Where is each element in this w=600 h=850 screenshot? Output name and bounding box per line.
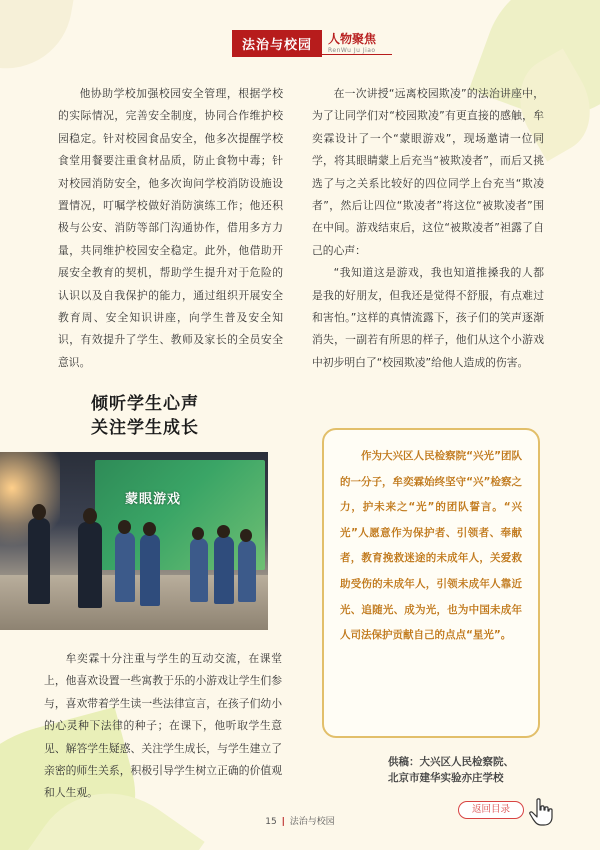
footer-magazine-name: 法治与校园 xyxy=(289,817,335,827)
column-subtitle: RenWu Ju Jiao xyxy=(328,47,376,54)
article-credit xyxy=(388,754,548,786)
back-to-contents-button[interactable]: 返回目录 xyxy=(458,801,524,819)
credit-line: 供稿：大兴区人民检察院、 xyxy=(388,756,514,768)
person-silhouette xyxy=(238,540,256,602)
article-paragraph: 他协助学校加强校园安全管理，根据学校的实际情况，完善安全制度，协同合作维护校园稳定。针对校园食品安全，他多次提醒学校食堂用餐要注重食材品质，防止食物中毒；针对校园消防安全，他多次询问学校消防设施设置情况，叮嘱学校做好消防演练工作；他还积极与公安、消防等部门沟通协作，借用多方力量，共同维护校园安全稳定。此外，他借助开展安全教育的契机，帮助学生提升对于危险的认识以及自我保护的能力，通过组织开展安全教育周、安全知识讲座，向学生普及安全知识，有效提升了学生、教师及家长的全员安全意识。 xyxy=(58,87,283,369)
person-head xyxy=(32,504,46,520)
hand-pointer-icon[interactable] xyxy=(528,797,554,827)
person-silhouette xyxy=(190,538,208,602)
header-column-title xyxy=(328,33,376,54)
person-silhouette xyxy=(140,534,160,606)
person-head xyxy=(83,508,97,524)
person-head xyxy=(143,522,156,536)
screen-text: 蒙眼游戏 xyxy=(125,492,182,507)
person-silhouette xyxy=(115,532,135,602)
person-head xyxy=(192,527,204,540)
event-photo xyxy=(0,452,268,630)
person-head xyxy=(217,525,230,538)
column-title: 人物聚焦 xyxy=(328,32,377,46)
header-tag: 法治与校园 xyxy=(232,30,322,57)
person-head xyxy=(240,529,252,542)
person-silhouette xyxy=(28,518,50,604)
header-divider xyxy=(232,54,392,55)
article-paragraph: “我知道这是游戏，我也知道推搡我的人都是我的好朋友，但我还是觉得不舒服，有点难过和害怕。”这样的真情流露下，孩子们的笑声逐渐消失，一副若有所思的样子，他们从这个小游戏中初步明白了“校园欺凌”给他人造成的伤害。 xyxy=(312,266,544,369)
section-heading-line: 关注学生成长 xyxy=(91,418,199,438)
person-silhouette xyxy=(78,522,102,608)
quote-text: 作为大兴区人民检察院“兴光”团队的一分子，牟奕霖始终坚守“兴”检察之力，护未来之“光”的团队誓言。“兴光”人愿意作为保护者、引领者、奉献者，教育挽救迷途的未成年人，关爱救助受伤的未成年人，引领未成年人靠近光、追随光、成为光，也为中国未成年人司法保护贡献自己的点点“星光”。 xyxy=(340,450,522,642)
article-column-right xyxy=(312,83,544,374)
page-header xyxy=(232,30,376,57)
quote-box xyxy=(322,428,540,738)
footer-separator: | xyxy=(281,817,285,827)
decorative-leaf xyxy=(0,0,79,79)
article-paragraph: 在一次讲授“远离校园欺凌”的法治讲座中，为了让同学们对“校园欺凌”有更直接的感触，牟奕霖设计了一个“蒙眼游戏”，现场邀请一位同学，将其眼睛蒙上后充当“被欺凌者”，而后又挑选了与之关系比较好的四位同学上台充当“欺凌者”，然后让四位“欺凌者”将这位“被欺凌者”围在中间。游戏结束后，这位“被欺凌者”袒露了自己的心声： xyxy=(312,87,544,257)
section-heading xyxy=(75,392,215,440)
person-silhouette xyxy=(214,536,234,604)
page-number: 15 xyxy=(265,817,277,827)
section-heading-line: 倾听学生心声 xyxy=(91,394,199,414)
person-head xyxy=(118,520,131,534)
article-paragraph: 牟奕霖十分注重与学生的互动交流，在课堂上，他喜欢设置一些寓教于乐的小游戏让学生们参与，喜欢带着学生读一些法律宣言，在孩子们幼小的心灵种下法律的种子；在课下，他听取学生意见、解答学生疑惑、关注学生成长，与学生建立了亲密的师生关系，积极引导学生树立正确的价值观和人生观。 xyxy=(44,652,282,800)
credit-line: 北京市建华实验亦庄学校 xyxy=(388,772,504,784)
